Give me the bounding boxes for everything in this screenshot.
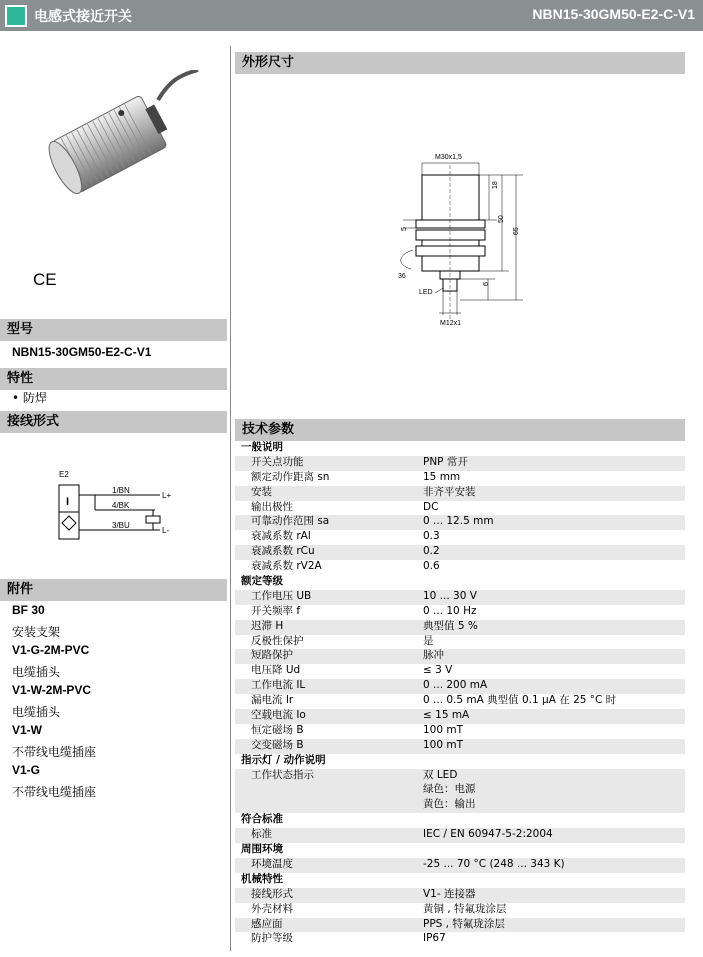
spec-value: 是 xyxy=(423,634,434,647)
spec-value xyxy=(423,873,685,888)
spec-key: 一般说明 xyxy=(241,441,283,453)
spec-row xyxy=(235,530,685,545)
spec-key: 输出极性 xyxy=(251,500,293,513)
spec-key: 衰减系数 rV2A xyxy=(251,560,322,573)
spec-value: IP67 xyxy=(423,932,446,945)
dim-led: LED xyxy=(419,289,433,296)
ce-mark: CE xyxy=(33,270,57,289)
feature-item: • 防焊 xyxy=(12,391,47,405)
sensor-image xyxy=(40,70,200,205)
spec-key: 额定动作距离 sn xyxy=(251,470,330,483)
features-header: 特性 xyxy=(0,368,227,390)
spec-row xyxy=(235,545,685,560)
dim-6: 6 xyxy=(483,282,490,286)
pin3-label: 3/BU xyxy=(112,521,130,530)
wiring-code: E2 xyxy=(59,470,69,479)
spec-value xyxy=(423,754,685,769)
spec-value: 0.2 xyxy=(423,545,685,560)
brand-logo xyxy=(5,5,27,27)
spec-key: 电压降 Ud xyxy=(251,664,301,677)
spec-key: 工作电流 IL xyxy=(235,679,423,694)
dim-m30: M30x1,5 xyxy=(435,154,462,161)
spec-key xyxy=(235,798,423,813)
spec-value: 黄色：输出 xyxy=(423,798,685,813)
accessory-name: V1-G-2M-PVC xyxy=(12,643,90,657)
specs-header: 技术参数 xyxy=(235,419,685,441)
spec-row xyxy=(235,798,685,813)
spec-key: 空载电流 Io xyxy=(235,709,423,724)
accessory-desc: 不带线电缆插座 xyxy=(12,785,97,799)
spec-key: 指示灯 / 动作说明 xyxy=(241,753,326,766)
spec-row xyxy=(235,501,685,516)
spec-section xyxy=(235,754,685,769)
spec-key: 开关点功能 xyxy=(235,456,423,471)
dimensions-header: 外形尺寸 xyxy=(235,52,685,74)
spec-row xyxy=(235,620,685,635)
lplus-label: L+ xyxy=(162,491,172,500)
spec-row xyxy=(235,769,685,784)
spec-key: 工作电压 UB xyxy=(235,590,423,605)
spec-key: 开关频率 f xyxy=(251,604,301,617)
spec-row xyxy=(235,649,685,664)
dim-36: 36 xyxy=(398,273,406,280)
spec-value: 典型值 5 % xyxy=(423,620,685,635)
spec-key: 交变磁场 B xyxy=(235,739,423,754)
spec-row xyxy=(235,828,685,843)
spec-row xyxy=(235,903,685,918)
spec-key: 标准 xyxy=(235,828,423,843)
spec-value: V1- 连接器 xyxy=(423,888,685,903)
dim-m12: M12x1 xyxy=(440,320,462,327)
lminus-label: L- xyxy=(162,526,170,535)
spec-row xyxy=(235,724,685,739)
spec-value: 脉冲 xyxy=(423,649,685,664)
spec-key: 短路保护 xyxy=(235,649,423,664)
spec-row xyxy=(235,635,685,650)
spec-value: 0 ... 12.5 mm xyxy=(423,515,685,530)
accessory-desc: 安装支架 xyxy=(12,625,61,639)
spec-key: 环境温度 xyxy=(235,858,423,873)
spec-value: 非齐平安装 xyxy=(423,486,685,501)
spec-value: -25 ... 70 °C (248 ... 343 K) xyxy=(423,858,685,873)
spec-value: 10 ... 30 V xyxy=(423,590,685,605)
spec-row xyxy=(235,739,685,754)
accessory-desc: 不带线电缆插座 xyxy=(12,745,97,759)
spec-value: DC xyxy=(423,500,439,513)
spec-key: 接线形式 xyxy=(235,888,423,903)
spec-value: 100 mT xyxy=(423,739,685,754)
spec-key: 可靠动作范围 sa xyxy=(235,515,423,530)
spec-key xyxy=(235,783,423,798)
spec-section xyxy=(235,873,685,888)
spec-key: 机械特性 xyxy=(241,872,283,885)
spec-key: 符合标准 xyxy=(241,813,283,826)
spec-key: 外壳材料 xyxy=(251,902,293,915)
spec-row xyxy=(235,783,685,798)
column-divider xyxy=(230,46,231,951)
accessories-header: 附件 xyxy=(0,579,227,601)
spec-row xyxy=(235,515,685,530)
spec-row xyxy=(235,605,685,620)
spec-row xyxy=(235,932,685,947)
wiring-diagram xyxy=(50,468,190,543)
spec-key: 额定等级 xyxy=(241,575,283,588)
spec-key: 衰减系数 rCu xyxy=(235,545,423,560)
spec-section xyxy=(235,813,685,828)
spec-value: 0.3 xyxy=(423,530,440,543)
accessory-name: V1-W xyxy=(12,723,42,737)
spec-value: PNP 常开 xyxy=(423,456,685,471)
spec-key: 工作状态指示 xyxy=(235,769,423,784)
spec-row xyxy=(235,590,685,605)
title-bar xyxy=(0,0,703,31)
spec-key: 周围环境 xyxy=(241,843,283,856)
accessory-name: V1-G xyxy=(12,763,41,777)
spec-key: 恒定磁场 B xyxy=(251,723,304,736)
spec-value: 100 mT xyxy=(423,723,464,736)
spec-key: 反极性保护 xyxy=(251,634,304,647)
spec-row xyxy=(235,471,685,486)
accessory-desc: 电缆插头 xyxy=(12,705,61,719)
spec-value: ≤ 3 V xyxy=(423,664,453,677)
spec-key: 安装 xyxy=(235,486,423,501)
dim-50: 50 xyxy=(498,215,505,223)
spec-row xyxy=(235,694,685,709)
spec-value xyxy=(423,843,685,858)
spec-row xyxy=(235,560,685,575)
spec-row xyxy=(235,888,685,903)
spec-section xyxy=(235,575,685,590)
dim-5: 5 xyxy=(401,227,408,231)
accessory-name: BF 30 xyxy=(12,603,45,617)
dim-18: 18 xyxy=(492,181,499,189)
wiring-numeral: I xyxy=(66,496,70,508)
spec-row xyxy=(235,709,685,724)
pin1-label: 1/BN xyxy=(112,486,130,495)
spec-row xyxy=(235,664,685,679)
accessory-name: V1-W-2M-PVC xyxy=(12,683,92,697)
spec-row xyxy=(235,858,685,873)
spec-value: 绿色：电源 xyxy=(423,783,685,798)
page-title: 电感式接近开关 xyxy=(34,9,132,25)
spec-row xyxy=(235,456,685,471)
specs-table xyxy=(235,441,685,947)
spec-value: 0 ... 10 Hz xyxy=(423,604,477,617)
spec-value: PPS , 特氟珑涂层 xyxy=(423,918,685,933)
spec-row xyxy=(235,486,685,501)
spec-value xyxy=(423,575,685,590)
wiring-header: 接线形式 xyxy=(0,411,227,433)
model-title: NBN15-30GM50-E2-C-V1 xyxy=(532,6,695,22)
model-value: NBN15-30GM50-E2-C-V1 xyxy=(12,345,152,359)
spec-value xyxy=(423,441,685,456)
spec-key: 迟滞 H xyxy=(235,620,423,635)
spec-row xyxy=(235,679,685,694)
spec-value: 0.6 xyxy=(423,560,440,573)
spec-key: 衰减系数 rAl xyxy=(251,530,311,543)
spec-value: IEC / EN 60947-5-2:2004 xyxy=(423,828,685,843)
spec-section xyxy=(235,441,685,456)
spec-value: 双 LED xyxy=(423,769,685,784)
dim-65: 65 xyxy=(513,227,520,235)
spec-value: 黄铜 , 特氟珑涂层 xyxy=(423,902,507,915)
spec-row xyxy=(235,918,685,933)
dimension-drawing xyxy=(385,145,535,330)
spec-key: 感应面 xyxy=(235,918,423,933)
accessory-desc: 电缆插头 xyxy=(12,665,61,679)
spec-value: 0 ... 0.5 mA 典型值 0.1 µA 在 25 °C 时 xyxy=(423,694,617,707)
spec-value xyxy=(423,813,685,828)
spec-key: 防护等级 xyxy=(251,932,293,945)
model-header: 型号 xyxy=(0,319,227,341)
spec-value: 0 ... 200 mA xyxy=(423,679,685,694)
spec-key: 漏电流 Ir xyxy=(251,694,294,707)
spec-value: ≤ 15 mA xyxy=(423,709,685,724)
pin4-label: 4/BK xyxy=(112,501,130,510)
spec-section xyxy=(235,843,685,858)
spec-value: 15 mm xyxy=(423,470,461,483)
